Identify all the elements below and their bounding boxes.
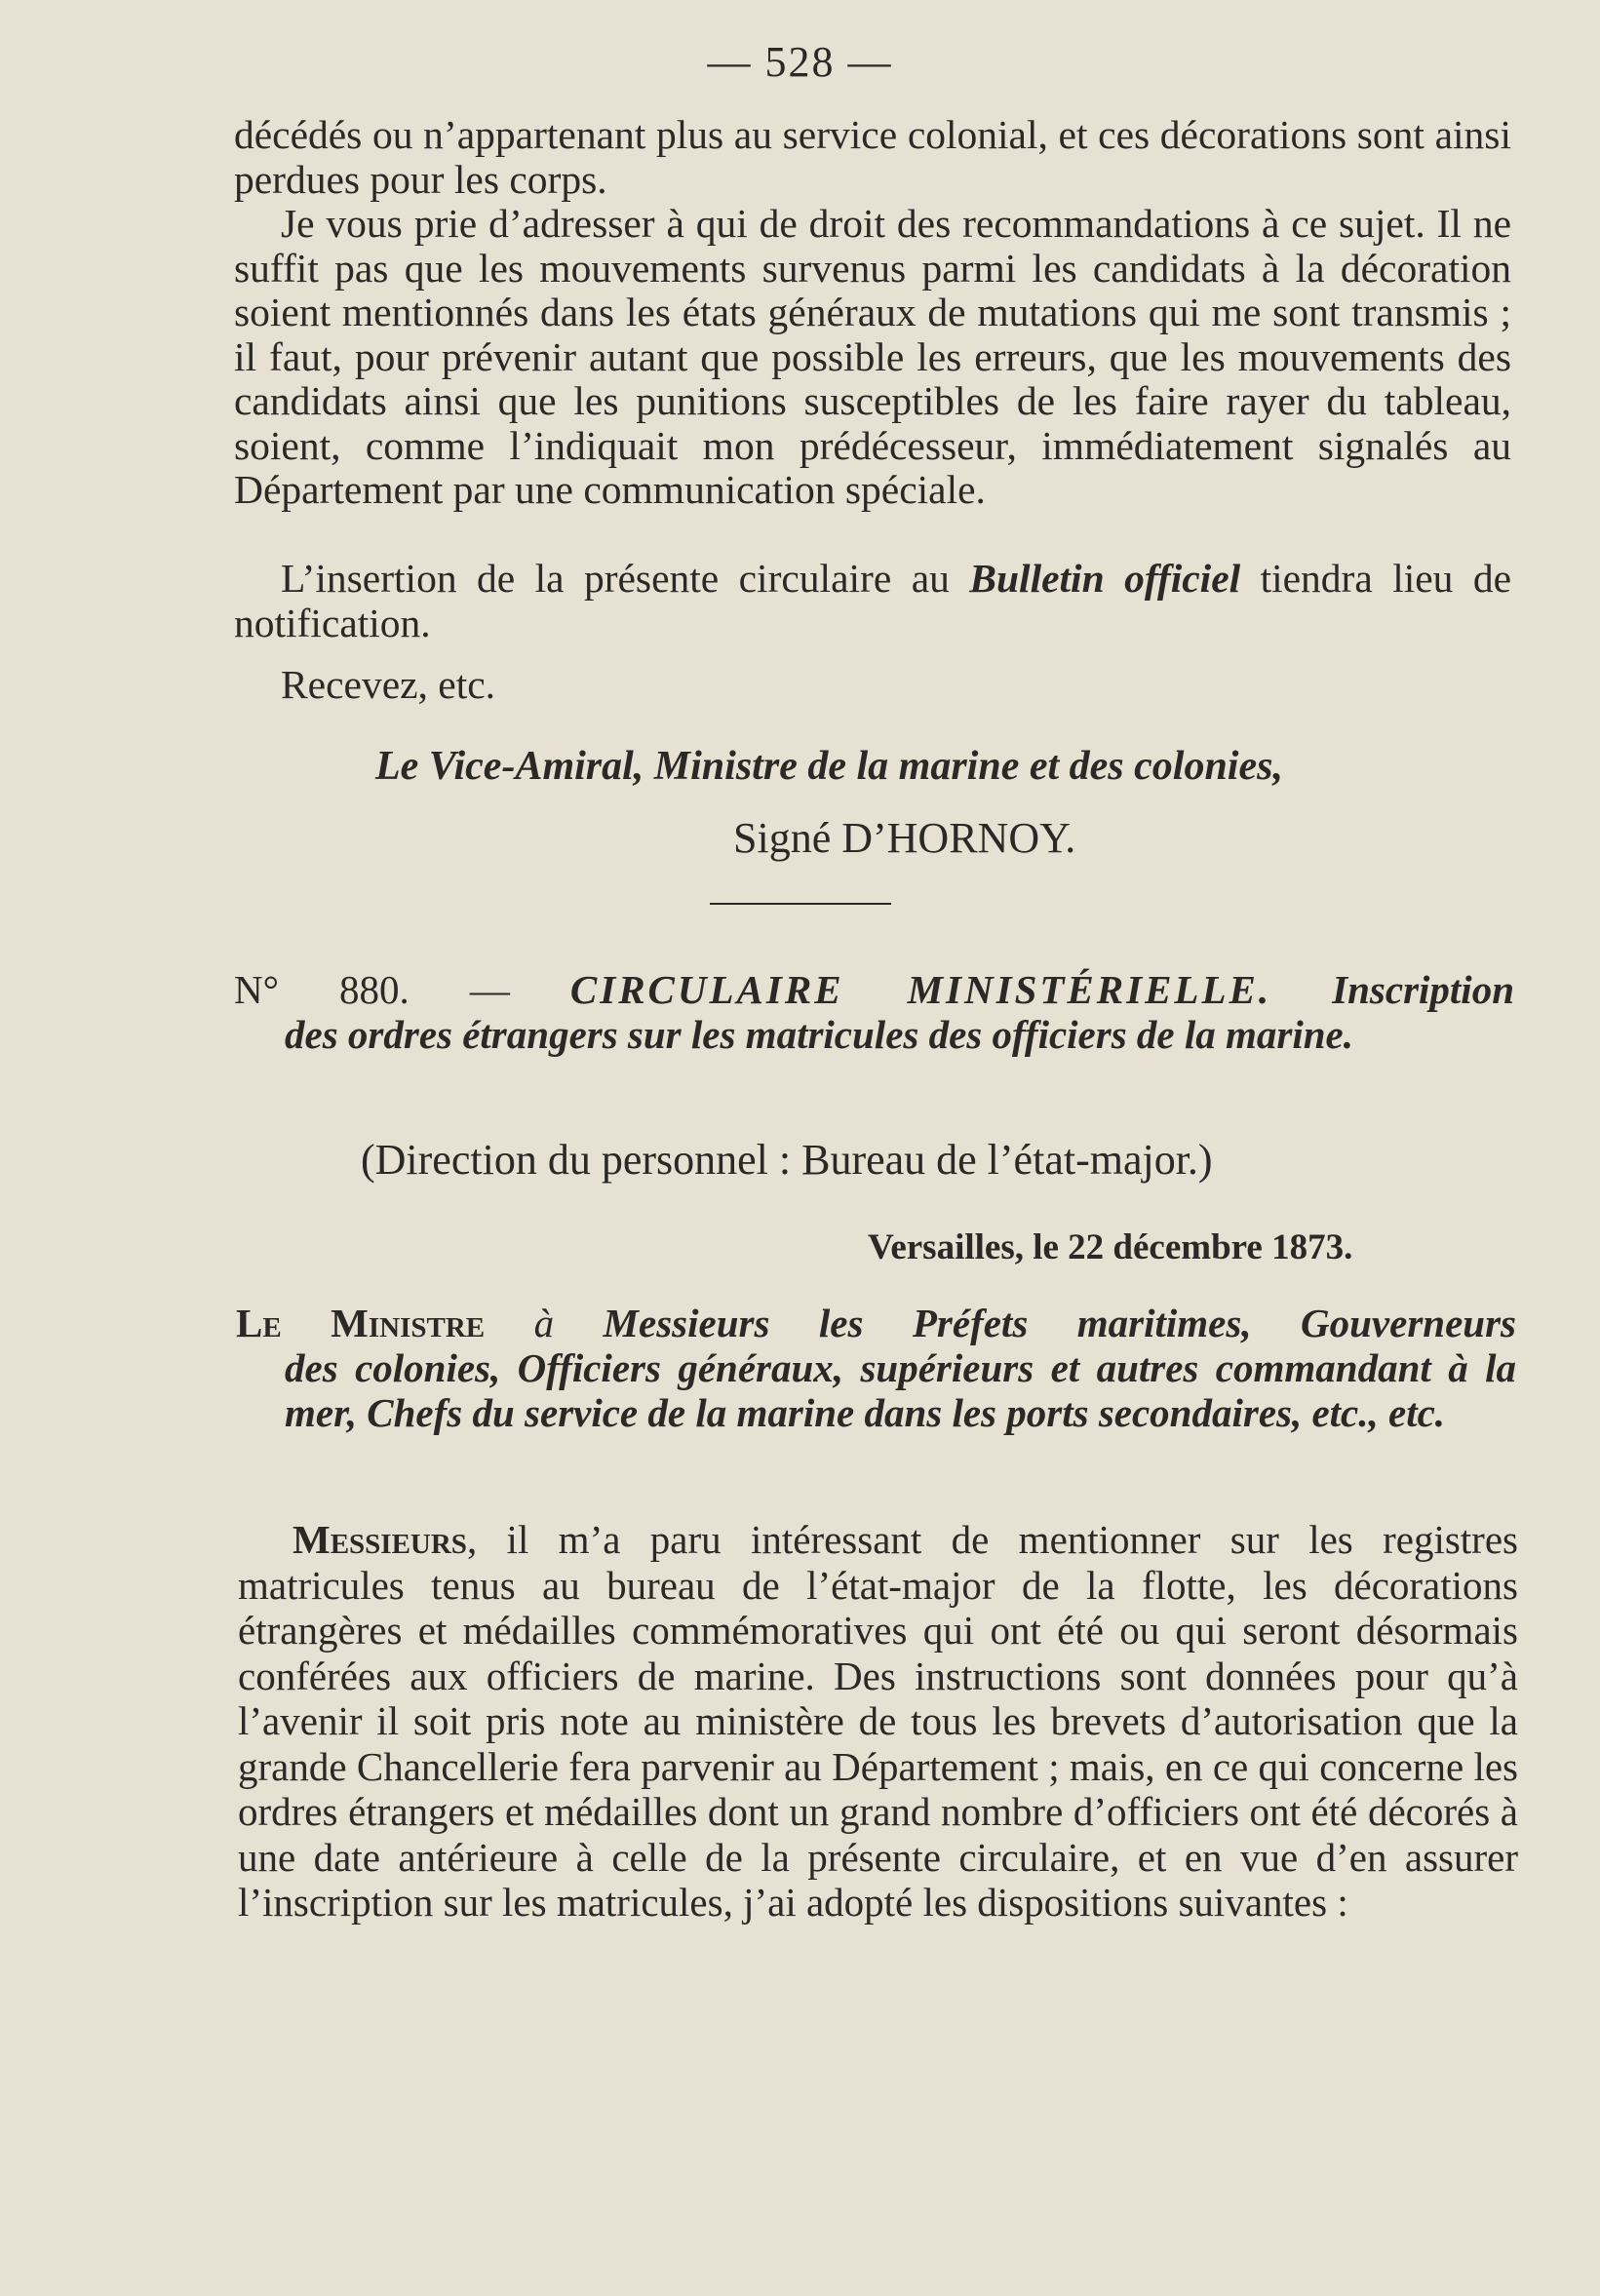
bulletin-officiel-title: Bulletin officiel xyxy=(969,556,1241,601)
direction-line: (Direction du personnel : Bureau de l’état-major.) xyxy=(361,1136,1213,1184)
paragraph-recommendations: Je vous prie d’adresser à qui de droit des recommandations à ce sujet. Il ne suffit pas que les mouvements survenus parmi les candidats à la décoration soient mentionnés dans les états généraux de mutations qui me sont transmis ; il faut, pour prévenir autant que possible les erreurs, que les mouvements des candidats ainsi que les punitions susceptibles de les faire rayer du tableau, soient, comme l’indiquait mon prédécesseur, immédiatement signalés au Département par une communication spéciale. xyxy=(234,201,1511,512)
addressee-block xyxy=(236,1301,1516,1435)
date-line: Versailles, le 22 décembre 1873. xyxy=(868,1227,1353,1267)
addressee-rest: des colonies, Officiers généraux, supérieurs et autres commandant à la mer, Chefs du service de la marine dans les ports secondaires, etc., etc. xyxy=(285,1345,1516,1435)
circular-subject-first: Inscription xyxy=(1332,967,1514,1012)
addressee-first-line-rest: Messieurs les Préfets maritimes, Gouverneurs xyxy=(603,1301,1516,1345)
addressee-first-line xyxy=(236,1301,1516,1345)
section-divider xyxy=(710,903,891,905)
addressee-a: à xyxy=(485,1301,604,1345)
page-number: — 528 — xyxy=(707,38,893,86)
paragraph-continuation: décédés ou n’appartenant plus au service colonial, et ces décorations sont ainsi perdues pour les corps. xyxy=(234,112,1511,202)
body-lead: Messieurs xyxy=(293,1517,467,1562)
insertion-text-before: L’insertion de la présente circulaire au xyxy=(281,556,970,601)
insertion-text-after: tiendra lieu de notification. xyxy=(234,556,1512,645)
closing-formula: Recevez, etc. xyxy=(281,662,496,707)
circular-number: N° 880. xyxy=(234,967,410,1012)
circular-heading-first-line xyxy=(234,967,1514,1012)
paragraph-insertion xyxy=(234,557,1511,645)
circular-dash: — xyxy=(409,967,570,1012)
signature-title: Le Vice-Amiral, Ministre de la marine et des colonies, xyxy=(375,744,1283,789)
body-text: , il m’a paru intéressant de mentionner sur les registres matricules tenus au bureau de l’état-major de la flotte, les décorations étrangères et médailles commémoratives qui ont été ou qui seront désormais conférées aux officiers de marine. Des instructions sont données pour qu’à l’avenir il soit pris note au ministère de tous les brevets d’autorisation que la grande Chancellerie fera parvenir au Département ; mais, en ce qui concerne les ordres étrangers et médailles dont un grand nombre d’officiers ont été décorés à une date antérieure à celle de la présente circulaire, et en vue d’en assurer l’inscription sur les matricules, j’ai adopté les dispositions suivantes : xyxy=(238,1517,1518,1925)
circular-heading xyxy=(234,967,1514,1057)
addressee-lead: Le Ministre xyxy=(236,1301,486,1345)
body-paragraph xyxy=(238,1517,1518,1926)
circular-kind: CIRCULAIRE MINISTÉRIELLE. xyxy=(569,967,1272,1012)
circular-subject-rest: des ordres étrangers sur les matricules des officiers de la marine. xyxy=(285,1012,1353,1057)
signed-name: Signé D’HORNOY. xyxy=(733,814,1076,862)
